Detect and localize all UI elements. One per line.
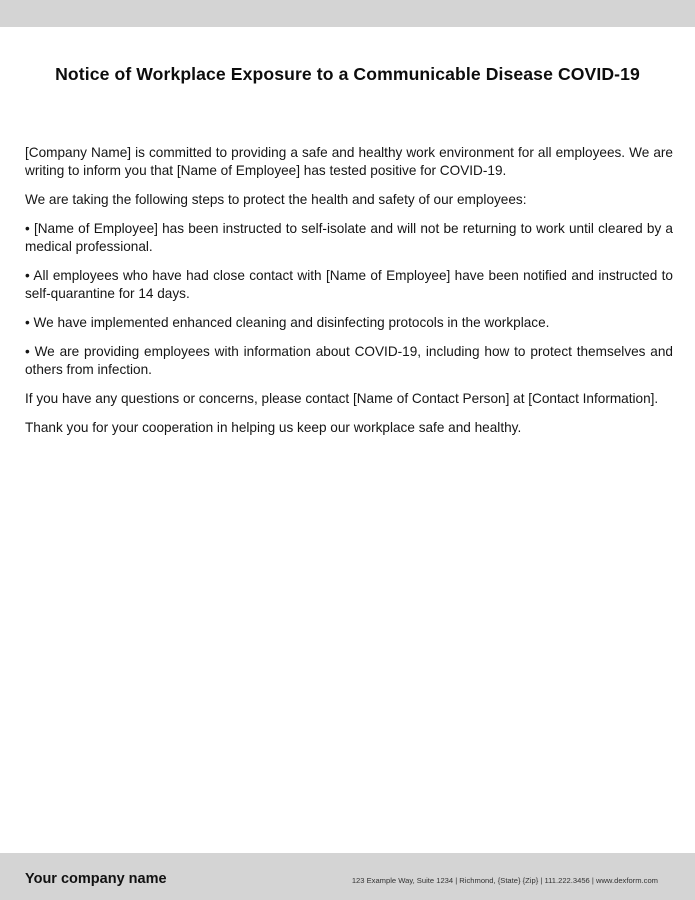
footer-address: 123 Example Way, Suite 1234 | Richmond, {State} {Zip} | 111.222.3456 | www.dexform.com bbox=[351, 876, 658, 885]
document-body bbox=[25, 144, 673, 448]
bullet-information: • We are providing employees with information about COVID-19, including how to protect themselves and others from infection. bbox=[25, 344, 673, 377]
bullet-self-isolate: • [Name of Employee] has been instructed to self-isolate and will not be returning to work until cleared by a medical professional. bbox=[25, 221, 673, 254]
bullet-cleaning: • We have implemented enhanced cleaning and disinfecting protocols in the workplace. bbox=[25, 315, 550, 330]
header-band bbox=[0, 0, 695, 27]
bullet-close-contact: • All employees who have had close contact with [Name of Employee] have been notified and instructed to self-quarantine for 14 days. bbox=[25, 268, 673, 301]
footer-band bbox=[0, 853, 695, 900]
steps-intro-paragraph: We are taking the following steps to protect the health and safety of our employees: bbox=[25, 192, 527, 207]
footer-company-name: Your company name bbox=[25, 871, 167, 887]
document-title: Notice of Workplace Exposure to a Communicable Disease COVID-19 bbox=[55, 64, 640, 84]
intro-paragraph: [Company Name] is committed to providing a safe and healthy work environment for all employees. We are writing to inform you that [Name of Employee] has tested positive for COVID-19. bbox=[25, 145, 673, 178]
contact-paragraph: If you have any questions or concerns, please contact [Name of Contact Person] at [Contact Information]. bbox=[25, 391, 659, 406]
thank-you-paragraph: Thank you for your cooperation in helping us keep our workplace safe and healthy. bbox=[25, 420, 522, 435]
